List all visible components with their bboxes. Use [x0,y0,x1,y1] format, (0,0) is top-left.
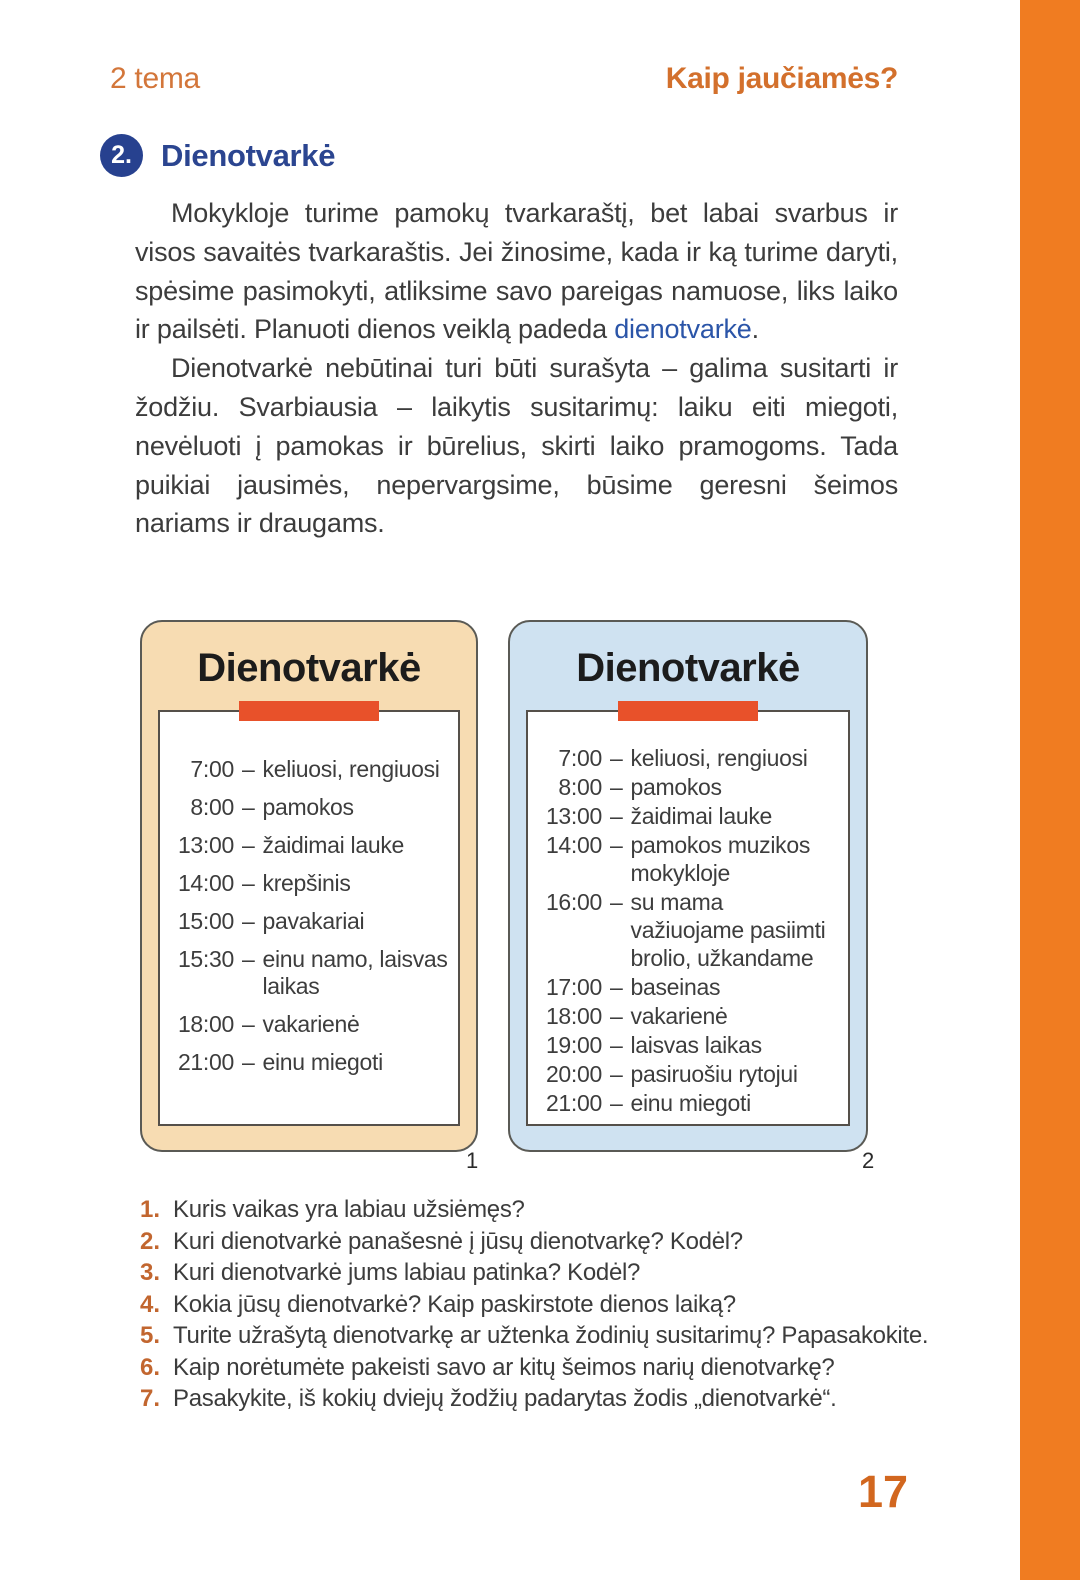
schedule-list [170,756,452,1087]
paragraph-text: Mokykloje turime pamokų tvarkaraštį, bet labai svarbus ir visos savaitės tvarkaraštis. Jei žinosime, kada ir ką turime daryti, spėsime pasimokyti, atliksime savo pareigas namuose, liks laiko ir pailsėti. Planuoti dienos veiklą padeda [135,198,898,345]
question-item [128,1383,918,1415]
entry-time: 18:00 [177,1011,234,1037]
schedule-entry [538,773,842,801]
entry-time: 8:00 [558,774,602,800]
chapter-label: 2 tema [110,62,200,95]
schedule-entry [170,946,452,1000]
entry-text: krepšinis [262,870,351,896]
dash: – [610,974,623,1000]
entry-text: žaidimai lauke [262,832,405,858]
schedule-cards [140,620,880,1180]
schedule-entry [170,832,452,859]
entry-time: 15:30 [177,946,234,972]
question-text: Kaip norėtumėte pakeisti savo ar kitų šeimos narių dienotvarkę? [173,1353,835,1381]
dash: – [610,1090,623,1116]
clip-bar [239,701,379,721]
question-number: 7. [139,1385,160,1412]
entry-time: 21:00 [545,1090,602,1116]
entry-text: keliuosi, rengiuosi [630,745,808,771]
entry-time: 8:00 [190,794,234,820]
schedule-paper [526,710,850,1126]
schedule-entry [538,973,842,1001]
entry-time: 13:00 [177,832,234,858]
question-text: Kuris vaikas yra labiau užsiėmęs? [173,1196,525,1223]
question-text: Kokia jūsų dienotvarkė? Kaip paskirstote dienos laiką? [173,1290,736,1318]
entry-time: 7:00 [558,745,602,771]
schedule-entry [538,744,842,772]
dash: – [610,774,623,800]
card-title: Dienotvarkė [576,646,800,690]
schedule-entry [170,1049,452,1076]
dash: – [610,745,623,771]
entry-time: 16:00 [545,889,602,915]
card-title: Dienotvarkė [197,646,421,690]
entry-time: 14:00 [545,832,602,858]
question-text: Kuri dienotvarkė panašesnė į jūsų dienotvarkę? Kodėl? [173,1227,743,1255]
entry-text: einu miegoti [630,1090,751,1116]
dash: – [610,1061,623,1087]
entry-text: pasiruošiu rytojui [630,1061,798,1087]
entry-text: su mama važiuojame pasiimti brolio, užkandame [630,889,826,971]
dash: – [242,946,255,972]
dash: – [242,908,255,934]
clip-bar [618,701,758,721]
card-1-label: 1 [466,1148,479,1173]
question-number: 5. [139,1322,160,1349]
page-edge-orange-band [1020,0,1080,1580]
entry-text: pamokos muzikos mokykloje [630,832,811,886]
schedule-card-1 [140,620,478,1152]
schedule-entry [538,1031,842,1059]
question-item [128,1352,918,1384]
entry-time: 19:00 [545,1032,602,1058]
question-number: 2. [139,1227,160,1255]
entry-time: 18:00 [545,1003,602,1029]
dash: – [610,1032,623,1058]
section-number-badge: 2. [100,134,143,177]
question-number: 1. [139,1196,160,1223]
entry-text: baseinas [630,974,721,1000]
entry-text: žaidimai lauke [630,803,773,829]
schedule-entry [170,1011,452,1038]
schedule-entry [170,870,452,897]
schedule-entry [538,1089,842,1117]
entry-text: pamokos [630,774,722,800]
dash: – [610,1003,623,1029]
card-2-label: 2 [862,1148,875,1173]
section-heading [100,134,335,177]
schedule-entry [538,802,842,830]
questions-list [128,1194,929,1415]
section-title: Dienotvarkė [161,137,336,173]
intro-paragraph-2: Dienotvarkė nebūtinai turi būti surašyta – galima susitarti ir žodžiu. Svarbiausia – laikytis susitarimų: laiku eiti miegoti, nevėluoti į pamokas ir būrelius, skirti laiko pramogoms. Tada puikiai jausimės, nepervargsime, būsime geresni šeimos nariams ir draugams. [135,353,898,539]
question-number: 6. [139,1353,160,1381]
entry-text: einu namo, laisvas laikas [262,946,448,999]
question-text: Kuri dienotvarkė jums labiau patinka? Kodėl? [173,1259,641,1286]
entry-text: pavakariai [262,908,365,934]
dash: – [610,803,623,829]
schedule-list [538,744,842,1118]
dash: – [242,870,255,896]
intro-paragraph-1 [135,194,898,349]
dash: – [242,756,255,782]
entry-text: vakarienė [262,1011,360,1037]
question-item [128,1226,918,1258]
intro-text [135,194,898,543]
entry-time: 7:00 [190,756,234,782]
schedule-entry [538,1060,842,1088]
entry-text: pamokos [262,794,354,820]
entry-text: einu miegoti [262,1049,383,1075]
paragraph-text: . [751,314,759,345]
schedule-card-2 [508,620,868,1152]
dash: – [610,889,623,915]
entry-text: vakarienė [630,1003,728,1029]
question-item [128,1289,918,1321]
question-number: 3. [139,1259,160,1286]
schedule-entry [538,888,842,972]
schedule-paper [158,710,460,1126]
question-item [128,1257,918,1289]
question-text: Turite užrašytą dienotvarkę ar užtenka žodinių susitarimų? Papasakokite. [173,1322,929,1349]
schedule-entry [538,831,842,887]
entry-time: 15:00 [177,908,234,934]
entry-time: 14:00 [177,870,234,896]
question-item [128,1194,918,1226]
dash: – [242,1011,255,1037]
keyword-dienotvarke: dienotvarkė [614,314,752,345]
question-number: 4. [139,1290,160,1318]
schedule-entry [170,908,452,935]
entry-text: keliuosi, rengiuosi [262,756,440,782]
dash: – [242,832,255,858]
dash: – [242,1049,255,1075]
entry-text: laisvas laikas [630,1032,762,1058]
dash: – [242,794,255,820]
question-item [128,1320,929,1352]
schedule-entry [170,756,452,783]
page-header [110,62,898,96]
entry-time: 13:00 [545,803,602,829]
page-number: 17 [857,1466,908,1517]
schedule-entry [170,794,452,821]
chapter-title: Kaip jaučiamės? [665,62,898,95]
dash: – [610,832,623,858]
question-text: Pasakykite, iš kokių dviejų žodžių padarytas žodis „dienotvarkė“. [173,1385,837,1412]
entry-time: 20:00 [545,1061,602,1087]
schedule-entry [538,1002,842,1030]
entry-time: 21:00 [177,1049,234,1075]
entry-time: 17:00 [545,974,602,1000]
